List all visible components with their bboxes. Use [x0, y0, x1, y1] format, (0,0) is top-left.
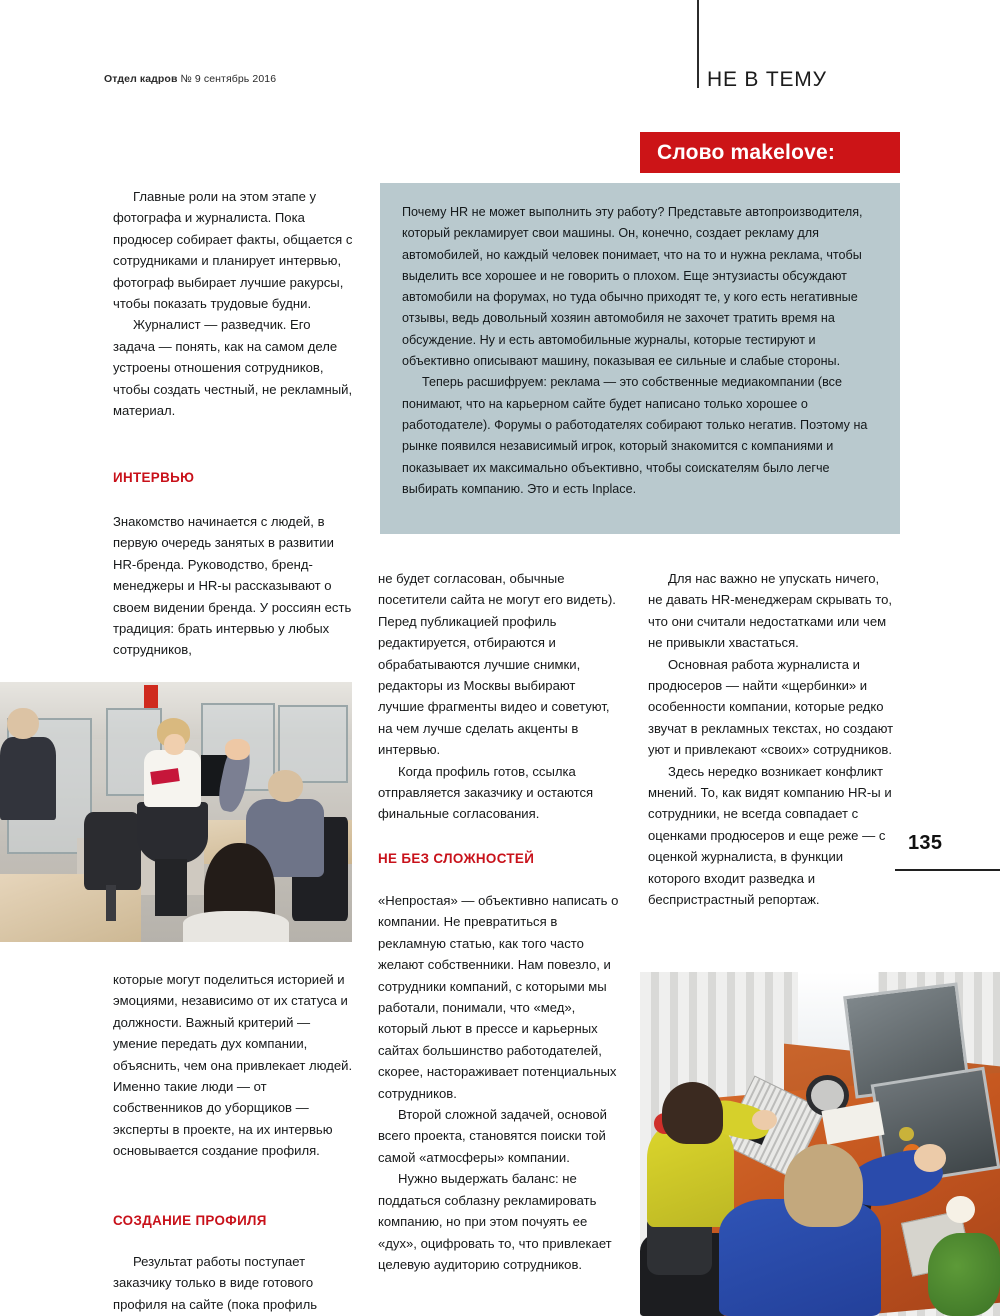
photo1-woman-skirt	[137, 802, 207, 864]
page-number: 135	[908, 832, 943, 854]
page-number-rule	[895, 869, 1000, 871]
photo1-foreground-woman-shoulder	[183, 911, 289, 942]
header-vertical-rule	[697, 0, 699, 88]
photo1-man-head	[268, 770, 303, 801]
column-1-heading-profile	[113, 1213, 358, 1229]
column-2-block-difficulties	[378, 890, 621, 1275]
body-paragraph: Результат работы поступает заказчику только в виде готового профиля на сайте (пока профиль	[113, 1254, 318, 1312]
running-head	[104, 73, 276, 85]
column-1-block-top	[113, 186, 356, 421]
column-1-block-continued	[113, 969, 358, 1162]
photo1-office-chair-stem	[106, 885, 117, 921]
photo2-plant	[928, 1233, 1000, 1316]
body-paragraph: Нужно выдержать баланс: не поддаться соблазну рекламировать компанию, но при этом почуять ее «дух», оцифровать то, что привлекает целевую аудиторию сотрудников.	[378, 1171, 612, 1272]
body-paragraph: Главные роли на этом этапе у фотографа и журналиста. Пока продюсер собирает факты, общается с сотрудниками и планирует интервью, фотограф выбирает лучшие ракурсы, чтобы показать трудовые будни.	[113, 189, 353, 312]
photo-office-discussion	[0, 682, 352, 942]
publication-title: Отдел кадров	[104, 73, 178, 85]
column-2-heading-difficulties	[378, 851, 621, 867]
sidebar-paragraph-1: Почему HR не может выполнить эту работу? Представьте автопроизводителя, который рекламирует свои машины. Он, конечно, создает рекламу для автомобилей, но каждый человек понимает, что на то и нужна реклама, чтобы выделить все хорошее и не говорить о плохом. Еще энтузиасты обсуждают автомобили на форумах, но туда обычно приходят те, у кого есть негативные отзывы, ведь довольный хозяин автомобиля не захочет тратить время на обсуждение. Ну и есть автомобильные журналы, которые тестируют и объективно описывают машину, показывая ее сильные и слабые стороны.	[402, 205, 863, 369]
issue-line: № 9 сентябрь 2016	[177, 73, 277, 85]
column-1-heading-interview	[113, 470, 356, 486]
body-paragraph: Когда профиль готов, ссылка отправляется заказчику и остаются финальные согласования.	[378, 763, 594, 822]
body-paragraph: «Непростая» — объективно написать о компании. Не превратиться в рекламную статью, как того часто желают собственники. Нам повезло, и сотрудники компаний, с которыми мы работали, понимали, что «мед», который льют в прессе и карьерных сайтах большинство работодателей, скорее, настораживает потенциальных сотрудников.	[378, 893, 619, 1101]
body-paragraph: Здесь нередко возникает конфликт мнений. То, как видят компанию HR-ы и сотрудники, не всегда совпадает с оценками продюсеров и еще реже — с оценкой журналиста, в функции которого входит разведка и беспристрастный репортаж.	[648, 763, 892, 908]
photo2-man-hand	[914, 1144, 946, 1172]
photo1-woman-legs	[155, 859, 187, 916]
column-1-block-profile	[113, 1251, 358, 1315]
section-title: НЕ В ТЕМУ	[707, 68, 827, 91]
photo2-woman-hand	[752, 1110, 777, 1131]
photo1-person-left-head	[7, 708, 39, 739]
photo2-woman-hair	[662, 1082, 723, 1144]
subheading-interview: ИНТЕРВЬЮ	[113, 470, 195, 485]
subheading-profile-creation: СОЗДАНИЕ ПРОФИЛЯ	[113, 1213, 267, 1228]
photo1-person-left-body	[0, 737, 56, 820]
column-1-block-interview	[113, 511, 356, 661]
photo2-fruit-apple	[899, 1127, 913, 1141]
sidebar-paragraph-2: Теперь расшифруем: реклама — это собственные медиакомпании (все понимают, что на карьерном сайте будет написано только хорошее о работодателе). Форумы о работодателях собирают только негатив. Поэтому на рынке появился независимый игрок, который знакомится с компаниями и показывает их максимально объективно, чтобы соискателям было легче выбирать компанию. Это и есть Inplace.	[402, 375, 868, 496]
body-paragraph: Для нас важно не упускать ничего, не давать HR-менеджерам скрывать то, что они считали недостатками или чем не привыкли хвастаться.	[648, 571, 892, 651]
body-paragraph: не будет согласован, обычные посетители сайта не могут его видеть). Перед публикацией профиль редактируется, отбираются и обрабатываются лучшие снимки, редакторы из Москвы выбирают лучшие фрагменты видео и советуют, на чем лучше сделать акценты в интервью.	[378, 571, 616, 758]
body-paragraph: которые могут поделиться историей и эмоциями, независимо от их статуса и должности. Важный критерий — умение передать дух компании, объяснить, чем она привлекает людей. Именно такие люди — от собственников до уборщиков — эксперты в проекте, на их интервью основывается создание профиля.	[113, 972, 353, 1159]
kicker-banner	[640, 132, 900, 173]
photo1-woman-face	[164, 734, 185, 755]
body-paragraph: Знакомство начинается с людей, в первую очередь занятых в развитии HR-бренда. Руководство, бренд-менеджеры и HR-ы рассказывают о своем видении бренда. У россиян есть традиция: брать интервью у любых сотрудников,	[113, 514, 352, 658]
photo2-flower	[946, 1196, 975, 1224]
sidebar-quote-box	[380, 183, 900, 534]
photo1-office-chair	[84, 812, 140, 890]
photo-two-colleagues-desk	[640, 972, 1000, 1316]
subheading-difficulties: НЕ БЕЗ СЛОЖНОСТЕЙ	[378, 851, 535, 866]
photo1-flag	[144, 685, 158, 708]
body-paragraph: Журналист — разведчик. Его задача — понять, как на самом деле устроены отношения сотрудников, чтобы создать честный, не рекламный, материал.	[113, 317, 353, 419]
photo2-man-hair	[784, 1144, 863, 1227]
column-3-block	[648, 568, 895, 911]
column-2-block-top	[378, 568, 618, 825]
photo1-man-hand	[225, 739, 250, 760]
kicker-label: Слово makelove:	[657, 140, 836, 164]
body-paragraph: Второй сложной задачей, основой всего проекта, становятся поиски той самой «атмосферы» компании.	[378, 1107, 608, 1165]
body-paragraph: Основная работа журналиста и продюсеров — найти «щербинки» и особенности компании, которые редко звучат в рекламных текстах, но создают уют и привлекают «своих» сотрудников.	[648, 656, 894, 758]
